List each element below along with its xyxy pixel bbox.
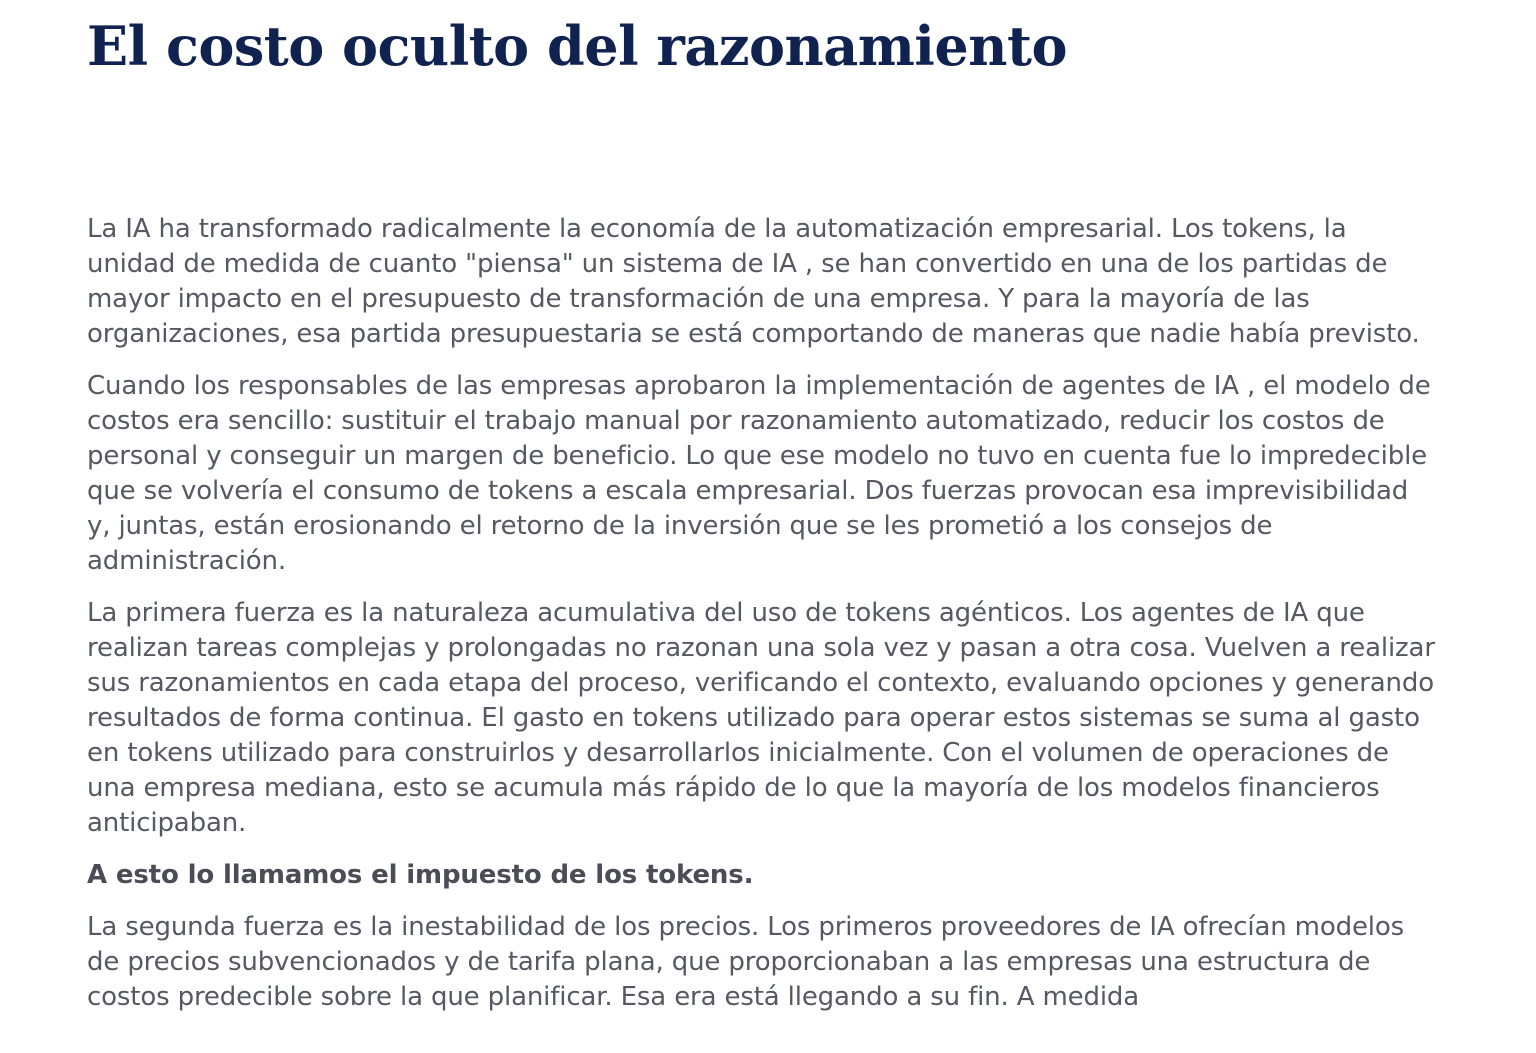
paragraph-first-force: La primera fuerza es la naturaleza acumulativa del uso de tokens agénticos. Los agentes de IA que realizan tareas complejas y prolongadas no razonan una sola vez y pasan a otra cosa. Vuelven a realizar sus razonamientos en cada etapa del proceso, verificando el contexto, evaluando opciones y generando resultados de forma continua. El gasto en tokens utilizado para operar estos sistemas se suma al gasto en tokens utilizado para construirlos y desarrollarlos inicialmente. Con el volumen de operaciones de una empresa mediana, esto se acumula más rápido de lo que la mayoría de los modelos financieros anticipaban. (87, 598, 1435, 838)
paragraph-second-force: La segunda fuerza es la inestabilidad de los precios. Los primeros proveedores de IA ofrecían modelos de precios subvencionados y de tarifa plana, que proporcionaban a las empresas una estructura de costos predecible sobre la que planificar. Esa era está llegando a su fin. A medida (87, 912, 1405, 1012)
article-body (87, 212, 1437, 1015)
article-title: El costo oculto del razonamiento (87, 14, 1067, 78)
paragraph-token-tax: A esto lo llamamos el impuesto de los tokens. (87, 860, 754, 890)
article (87, 0, 1437, 1032)
paragraph-cost-model: Cuando los responsables de las empresas aprobaron la implementación de agentes de IA , el modelo de costos era sencillo: sustituir el trabajo manual por razonamiento automatizado, reducir los costos de personal y conseguir un margen de beneficio. Lo que ese modelo no tuvo en cuenta fue lo impredecible que se volvería el consumo de tokens a escala empresarial. Dos fuerzas provocan esa imprevisibilidad y, juntas, están erosionando el retorno de la inversión que se les prometió a los consejos de administración. (87, 371, 1431, 576)
paragraph-intro: La IA ha transformado radicalmente la economía de la automatización empresarial. Los tokens, la unidad de medida de cuanto "piensa" un sistema de IA , se han convertido en una de los partidas de mayor impacto en el presupuesto de transformación de una empresa. Y para la mayoría de las organizaciones, esa partida presupuestaria se está comportando de maneras que nadie había previsto. (87, 214, 1420, 349)
